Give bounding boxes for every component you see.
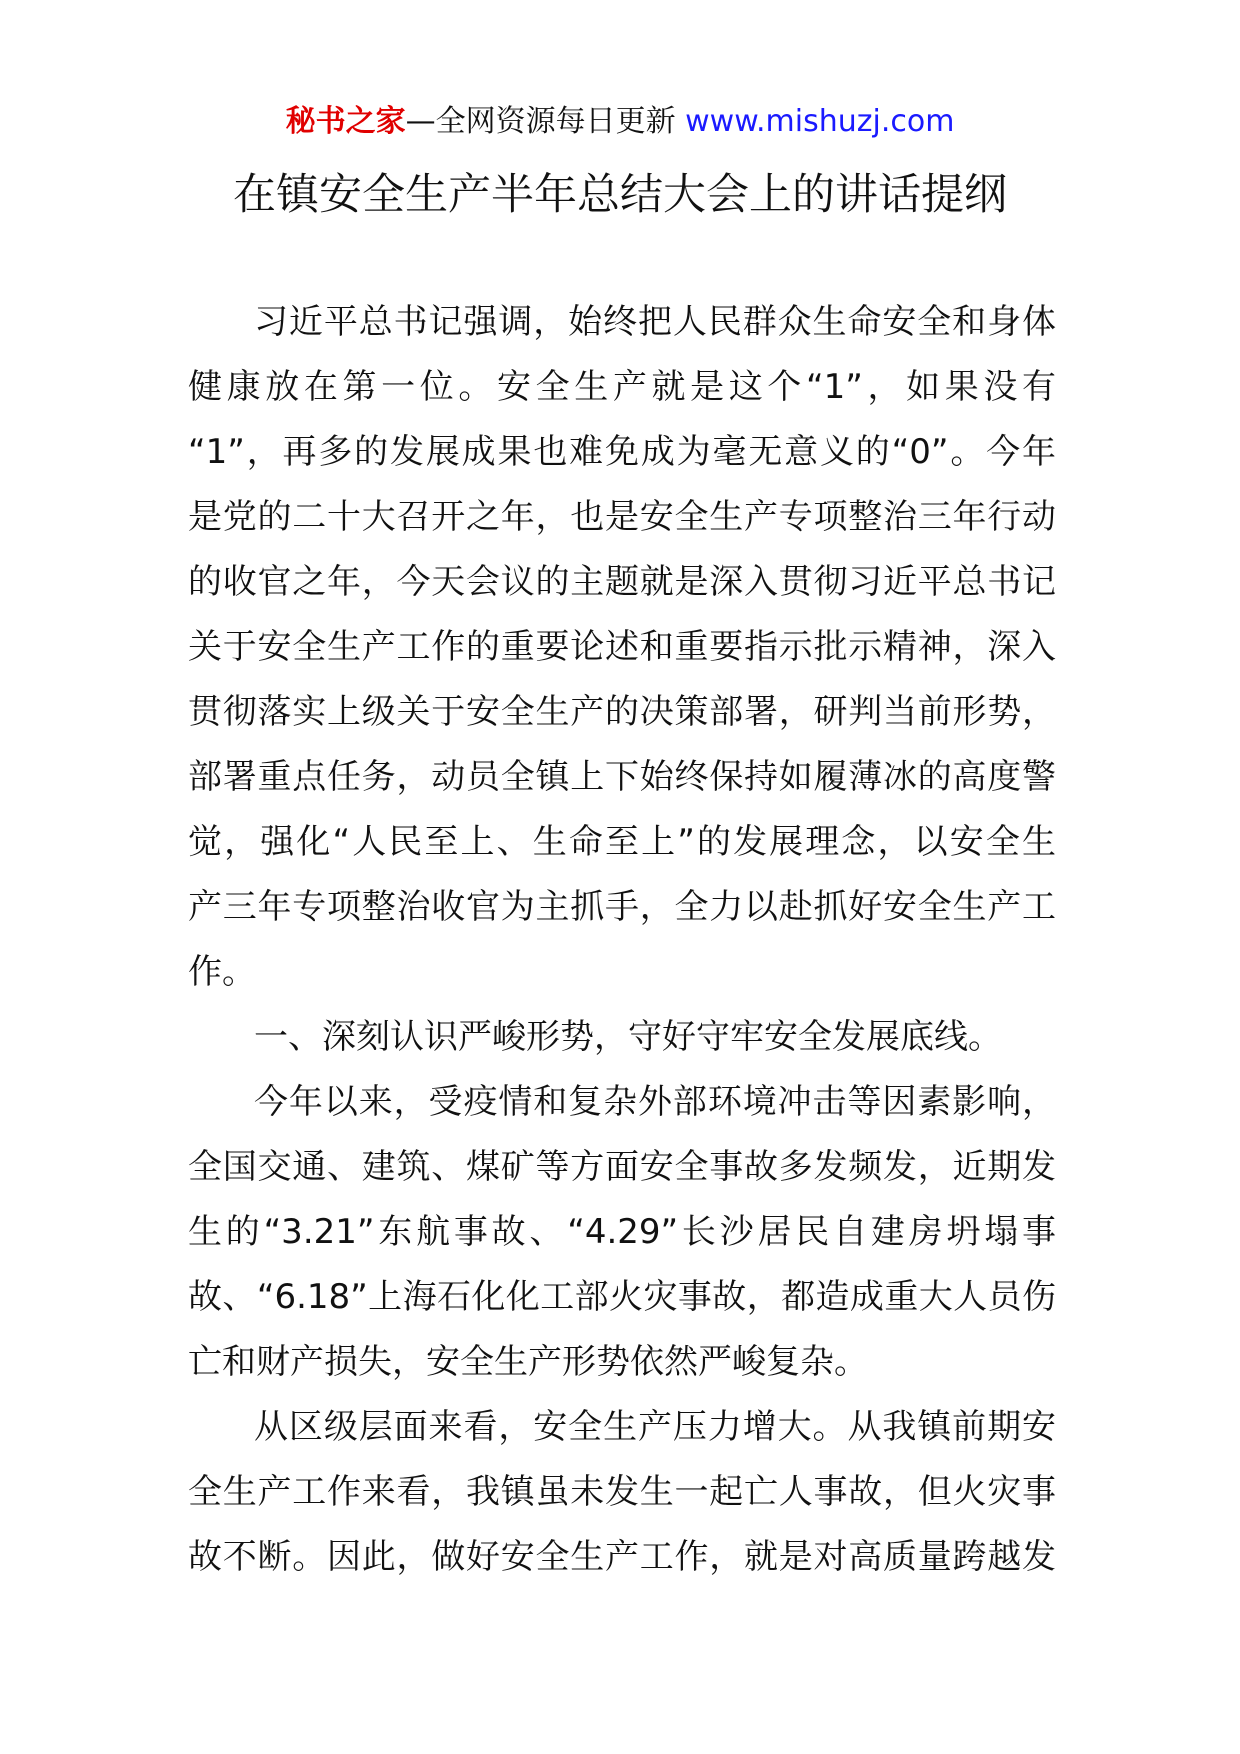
document-body bbox=[188, 290, 1056, 1590]
paragraph-line: 亡和财产损失，安全生产形势依然严峻复杂。 bbox=[188, 1342, 868, 1382]
site-header bbox=[0, 102, 1240, 142]
paragraph-line: 觉，强化“人民至上、生命至上”的发展理念，以安全生 bbox=[188, 822, 1056, 862]
brand-name: 秘书之家 bbox=[285, 104, 406, 139]
site-url-link[interactable]: www.mishuzj.com bbox=[685, 104, 955, 139]
document-title: 在镇安全生产半年总结大会上的讲话提纲 bbox=[233, 170, 1007, 220]
paragraph-line: 全国交通、建筑、煤矿等方面安全事故多发频发，近期发 bbox=[188, 1147, 1056, 1187]
paragraph-line: 的收官之年，今天会议的主题就是深入贯彻习近平总书记 bbox=[188, 562, 1056, 602]
paragraph-line: 是党的二十大召开之年，也是安全生产专项整治三年行动 bbox=[188, 497, 1056, 537]
paragraph-line: 故不断。因此，做好安全生产工作，就是对高质量跨越发 bbox=[188, 1537, 1056, 1577]
paragraph-line: 作。 bbox=[188, 952, 256, 992]
header-slogan: —全网资源每日更新 bbox=[405, 104, 676, 139]
paragraph-line: 产三年专项整治收官为主抓手，全力以赴抓好安全生产工 bbox=[188, 887, 1056, 927]
paragraph-line: 故、“6.18”上海石化化工部火灾事故，都造成重大人员伤 bbox=[188, 1277, 1056, 1317]
paragraph-line: 习近平总书记强调，始终把人民群众生命安全和身体 bbox=[254, 302, 1056, 342]
paragraph-line: 关于安全生产工作的重要论述和重要指示批示精神，深入 bbox=[188, 627, 1056, 667]
paragraph-line: 健康放在第一位。安全生产就是这个“1”，如果没有 bbox=[188, 367, 1056, 407]
paragraph-line: 部署重点任务，动员全镇上下始终保持如履薄冰的高度警 bbox=[188, 757, 1056, 797]
paragraph-line: 从区级层面来看，安全生产压力增大。从我镇前期安 bbox=[254, 1407, 1056, 1447]
paragraph-line: 贯彻落实上级关于安全生产的决策部署，研判当前形势， bbox=[188, 692, 1056, 732]
paragraph-line: 全生产工作来看，我镇虽未发生一起亡人事故，但火灾事 bbox=[188, 1472, 1056, 1512]
paragraph-line: 生的“3.21”东航事故、“4.29”长沙居民自建房坍塌事 bbox=[188, 1212, 1056, 1252]
section-heading: 一、深刻认识严峻形势，守好守牢安全发展底线。 bbox=[254, 1017, 1002, 1057]
paragraph-line: “1”，再多的发展成果也难免成为毫无意义的“0”。今年 bbox=[188, 432, 1056, 472]
paragraph-line: 今年以来，受疫情和复杂外部环境冲击等因素影响， bbox=[254, 1082, 1056, 1122]
